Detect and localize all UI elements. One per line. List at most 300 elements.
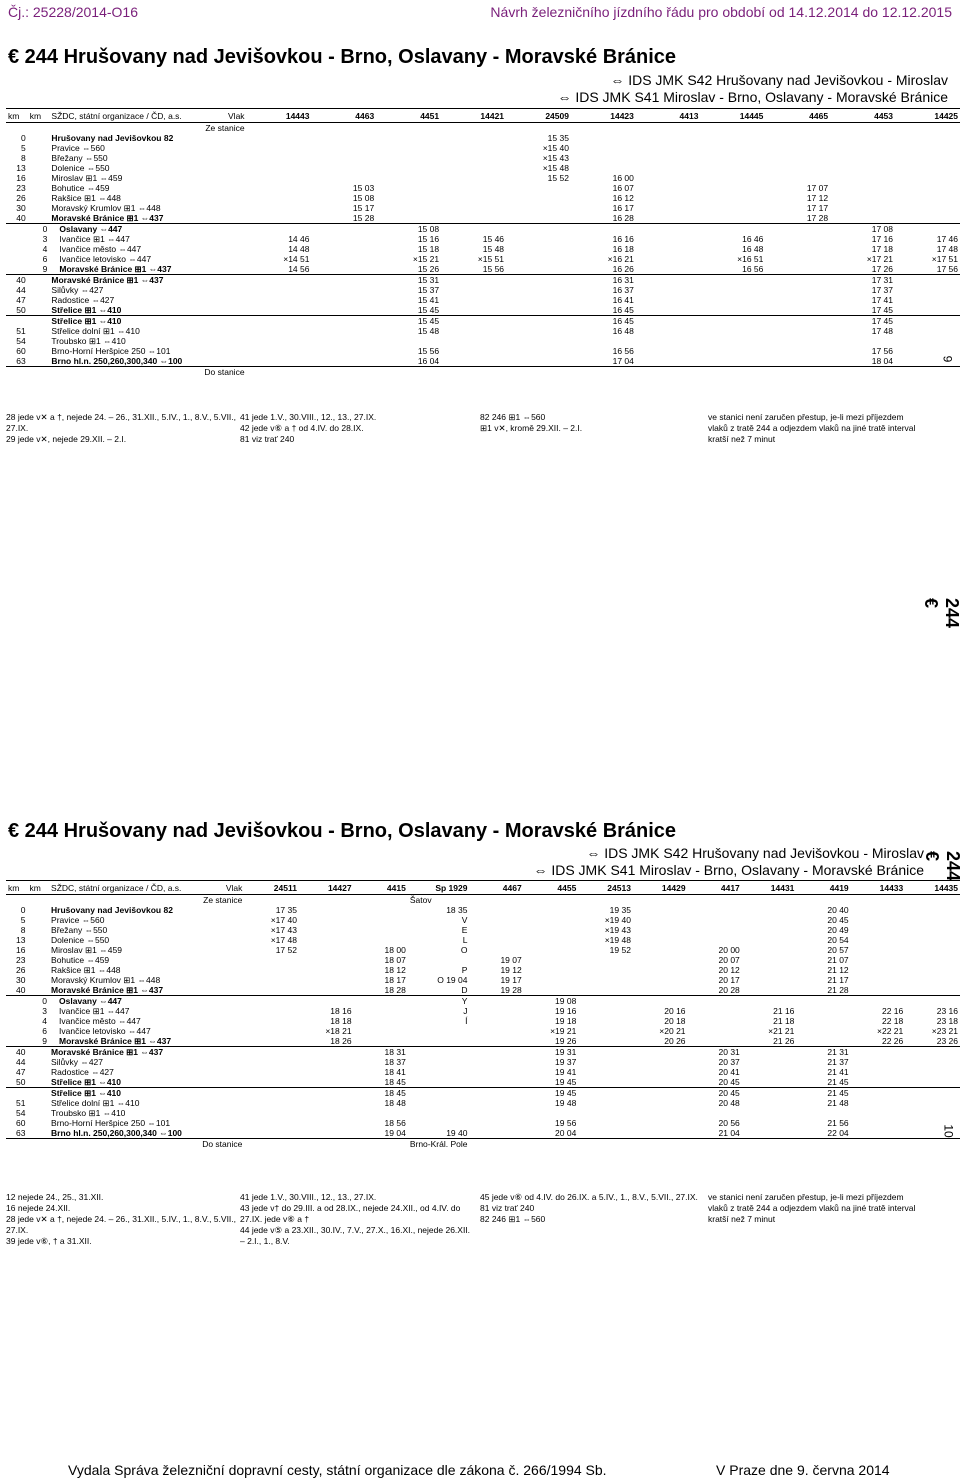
time-cell: 18 41 bbox=[384, 1067, 406, 1077]
station-row bbox=[6, 1036, 960, 1047]
train-number: 14443 bbox=[247, 109, 312, 123]
time-cell: 17 18 bbox=[871, 244, 894, 254]
time-cell: 18 16 bbox=[330, 1006, 352, 1016]
time-cell: 21 04 bbox=[718, 1128, 740, 1138]
note: ⊞1 v✕, kromě 29.XII. – 2.I. bbox=[480, 423, 583, 433]
time-cell bbox=[636, 264, 701, 275]
time-cell: 15 18 bbox=[417, 244, 440, 254]
cell bbox=[524, 895, 579, 906]
time-cell bbox=[441, 305, 506, 316]
time-cell bbox=[688, 1016, 742, 1026]
time-cell: J bbox=[463, 1006, 468, 1016]
time-cell: 17 48 bbox=[871, 326, 894, 336]
time-cell bbox=[636, 234, 701, 244]
train-number: 4467 bbox=[469, 881, 523, 895]
time-cell bbox=[905, 935, 960, 945]
time-cell: 19 35 bbox=[609, 905, 631, 915]
time-cell: 20 54 bbox=[827, 935, 849, 945]
time-cell: 15 28 bbox=[352, 213, 375, 223]
time-cell: 15 56 bbox=[417, 346, 440, 356]
time-cell bbox=[408, 1088, 470, 1099]
station-name: Rakšice ⊞1 ⇔448 bbox=[51, 965, 121, 975]
time-cell bbox=[765, 254, 830, 264]
time-cell bbox=[633, 1067, 688, 1077]
time-cell bbox=[851, 1098, 906, 1108]
time-cell: 20 45 bbox=[718, 1077, 740, 1087]
station-name: Brno-Horní Heršpice 250 ⇔101 bbox=[51, 1118, 171, 1128]
km-value bbox=[6, 996, 28, 1007]
cell bbox=[765, 123, 830, 134]
time-cell bbox=[895, 213, 960, 224]
time-cell: 19 45 bbox=[555, 1088, 577, 1098]
time-cell bbox=[895, 346, 960, 356]
time-cell bbox=[895, 275, 960, 286]
time-cell bbox=[633, 1108, 688, 1118]
time-cell bbox=[408, 1026, 470, 1036]
time-cell bbox=[830, 203, 895, 213]
train-number: 24509 bbox=[506, 109, 571, 123]
km-value bbox=[28, 285, 50, 295]
time-cell: ×19 40 bbox=[604, 915, 631, 925]
cell bbox=[441, 123, 506, 134]
time-cell bbox=[244, 1118, 299, 1128]
station-row bbox=[6, 336, 960, 346]
time-cell: ×19 43 bbox=[604, 925, 631, 935]
time-cell: 19 31 bbox=[555, 1047, 577, 1057]
time-cell: 16 41 bbox=[612, 295, 634, 305]
time-cell bbox=[700, 316, 765, 327]
time-cell: 15 08 bbox=[417, 224, 440, 234]
time-cell bbox=[742, 1047, 797, 1058]
station-name: Brno hl.n. 250,260,300,340 ⇔100 bbox=[51, 1128, 182, 1138]
time-cell: 15 35 bbox=[547, 133, 569, 143]
time-cell bbox=[506, 254, 571, 264]
time-cell bbox=[895, 203, 960, 213]
time-cell bbox=[311, 264, 376, 275]
station-name: Oslavany ⇔447 bbox=[59, 996, 122, 1006]
station-row bbox=[6, 1026, 960, 1036]
time-cell: 15 48 bbox=[482, 244, 505, 254]
cell bbox=[688, 1139, 742, 1150]
ids-s41: ⇔ IDS JMK S41 Miroslav - Brno, Oslavany - Moravské Bránice bbox=[533, 862, 924, 878]
time-cell: 23 16 bbox=[936, 1006, 958, 1016]
time-cell bbox=[765, 143, 830, 153]
station-name: Střelice dolní ⊞1 ⇔410 bbox=[51, 326, 140, 336]
station-row bbox=[6, 955, 960, 965]
time-cell bbox=[895, 173, 960, 183]
time-cell bbox=[688, 915, 742, 925]
time-cell bbox=[578, 1128, 633, 1139]
do-stanice-row bbox=[6, 1139, 960, 1150]
cell bbox=[851, 1139, 906, 1150]
station-name: Moravské Bránice ⊞1 ⇔437 bbox=[59, 264, 172, 274]
time-cell bbox=[633, 975, 688, 985]
km-value bbox=[28, 1057, 50, 1067]
spacer bbox=[6, 1139, 28, 1150]
time-cell bbox=[578, 996, 633, 1007]
spacer bbox=[28, 123, 50, 134]
time-cell: ×19 21 bbox=[550, 1026, 577, 1036]
time-cell bbox=[700, 305, 765, 316]
time-cell bbox=[765, 305, 830, 316]
time-cell: 17 52 bbox=[275, 945, 297, 955]
time-cell bbox=[506, 295, 571, 305]
time-cell: 14 46 bbox=[288, 234, 310, 244]
time-cell bbox=[765, 153, 830, 163]
time-cell bbox=[636, 305, 701, 316]
time-cell: D bbox=[461, 985, 468, 995]
time-cell bbox=[905, 1108, 960, 1118]
station-name: Moravský Krumlov ⊞1 ⇔448 bbox=[51, 203, 161, 213]
km-value bbox=[28, 975, 50, 985]
time-cell bbox=[571, 163, 636, 173]
km-value: 3 bbox=[42, 234, 48, 244]
time-cell: ×15 48 bbox=[542, 163, 569, 173]
time-cell bbox=[299, 1047, 354, 1058]
km-value bbox=[28, 1077, 50, 1088]
time-cell bbox=[578, 975, 633, 985]
time-cell bbox=[578, 965, 633, 975]
time-cell bbox=[636, 183, 701, 193]
time-cell bbox=[506, 213, 571, 224]
km-value: 6 bbox=[42, 1026, 48, 1036]
km-value: 50 bbox=[16, 305, 26, 315]
time-cell bbox=[700, 336, 765, 346]
train-number: 4455 bbox=[524, 881, 579, 895]
spacer bbox=[6, 367, 28, 378]
time-cell bbox=[469, 1026, 523, 1036]
time-cell: 17 28 bbox=[806, 213, 829, 223]
time-cell: 19 07 bbox=[500, 955, 522, 965]
km-value: 30 bbox=[16, 203, 26, 213]
time-cell bbox=[354, 996, 408, 1007]
km-value bbox=[6, 1006, 28, 1016]
km-value bbox=[28, 275, 50, 286]
cell bbox=[742, 895, 797, 906]
time-cell bbox=[578, 1088, 633, 1099]
cell bbox=[700, 123, 765, 134]
time-cell bbox=[506, 275, 571, 286]
time-cell: O bbox=[460, 945, 468, 955]
time-cell: 19 08 bbox=[555, 996, 577, 1006]
time-cell bbox=[469, 1006, 523, 1016]
time-cell: L bbox=[462, 935, 468, 945]
time-cell bbox=[469, 1067, 523, 1077]
time-cell: 20 31 bbox=[718, 1047, 740, 1057]
km-value: 26 bbox=[16, 965, 26, 975]
time-cell: 19 52 bbox=[609, 945, 631, 955]
time-cell bbox=[700, 285, 765, 295]
time-cell bbox=[299, 1057, 354, 1067]
station-name: Moravské Bránice ⊞1 ⇔437 bbox=[51, 985, 164, 995]
cell bbox=[578, 895, 633, 906]
time-cell bbox=[441, 203, 506, 213]
station-row bbox=[6, 996, 960, 1007]
time-cell: 15 16 bbox=[417, 234, 440, 244]
km-value bbox=[6, 224, 28, 235]
station-name: Silůvky ⇔427 bbox=[51, 1057, 103, 1067]
time-cell bbox=[469, 915, 523, 925]
time-cell: ×17 21 bbox=[866, 254, 894, 264]
time-cell bbox=[905, 915, 960, 925]
km-value bbox=[28, 203, 50, 213]
time-cell: 15 45 bbox=[417, 305, 440, 315]
time-cell bbox=[408, 1047, 470, 1058]
time-cell: 18 26 bbox=[330, 1036, 352, 1046]
time-cell: E bbox=[461, 925, 468, 935]
km-value: 23 bbox=[16, 183, 26, 193]
time-cell: 20 18 bbox=[664, 1016, 686, 1026]
station-row bbox=[6, 163, 960, 173]
time-cell bbox=[636, 254, 701, 264]
time-cell bbox=[441, 356, 506, 367]
time-cell bbox=[299, 1067, 354, 1077]
time-cell bbox=[700, 163, 765, 173]
side-line-label-2: 244 € bbox=[922, 851, 963, 882]
time-cell bbox=[311, 133, 376, 143]
time-cell bbox=[299, 965, 354, 975]
time-cell bbox=[742, 935, 797, 945]
time-cell bbox=[905, 1077, 960, 1088]
time-cell: 21 31 bbox=[827, 1047, 849, 1057]
time-cell bbox=[765, 326, 830, 336]
cell bbox=[688, 895, 742, 906]
footer-publisher: Vydala Správa železniční dopravní cesty, státní organizace dle zákona č. 266/1994 Sb. bbox=[68, 1462, 607, 1478]
time-cell: 17 41 bbox=[871, 295, 894, 305]
time-cell bbox=[700, 275, 765, 286]
cell bbox=[354, 895, 408, 906]
time-cell bbox=[633, 925, 688, 935]
time-cell bbox=[506, 326, 571, 336]
time-cell: 17 37 bbox=[871, 285, 894, 295]
time-cell bbox=[244, 1036, 299, 1047]
station-name: Střelice ⊞1 ⇔410 bbox=[51, 316, 122, 326]
time-cell bbox=[311, 234, 376, 244]
time-cell bbox=[636, 285, 701, 295]
train-number: 4465 bbox=[765, 109, 830, 123]
time-cell bbox=[244, 1026, 299, 1036]
station-name: Silůvky ⇔427 bbox=[51, 285, 104, 295]
time-cell bbox=[244, 975, 299, 985]
km-value bbox=[28, 163, 50, 173]
time-cell bbox=[299, 945, 354, 955]
station-name: Radostice ⇔427 bbox=[51, 295, 115, 305]
time-cell bbox=[524, 935, 579, 945]
time-cell bbox=[469, 1016, 523, 1026]
time-cell bbox=[408, 1067, 470, 1077]
time-cell bbox=[700, 133, 765, 143]
km-value: 40 bbox=[16, 213, 26, 223]
km-value: 40 bbox=[16, 275, 26, 285]
time-cell: 20 45 bbox=[827, 915, 849, 925]
time-cell bbox=[469, 925, 523, 935]
station-name: Brno hl.n. 250,260,300,340 ⇔100 bbox=[51, 356, 183, 366]
time-cell bbox=[524, 985, 579, 996]
station-row bbox=[6, 183, 960, 193]
time-cell bbox=[633, 1077, 688, 1088]
time-cell bbox=[765, 224, 830, 235]
km-value bbox=[28, 955, 50, 965]
time-cell bbox=[905, 996, 960, 1007]
time-cell bbox=[247, 203, 312, 213]
time-cell bbox=[311, 275, 376, 286]
train-number: 4453 bbox=[830, 109, 895, 123]
km-value bbox=[28, 925, 50, 935]
time-cell bbox=[441, 295, 506, 305]
note: 12 nejede 24., 25., 31.XII. bbox=[6, 1192, 104, 1202]
time-cell bbox=[578, 1067, 633, 1077]
station-name: Ivančice ⊞1 ⇔447 bbox=[59, 234, 130, 244]
time-cell bbox=[742, 975, 797, 985]
header-row bbox=[6, 881, 960, 895]
time-cell bbox=[895, 133, 960, 143]
notes-col1-s1 bbox=[6, 412, 236, 445]
time-cell bbox=[311, 305, 376, 316]
km-header: km bbox=[6, 881, 28, 895]
cell bbox=[700, 367, 765, 378]
time-cell bbox=[247, 305, 312, 316]
station-row bbox=[6, 945, 960, 955]
time-cell bbox=[851, 985, 906, 996]
time-cell: 22 04 bbox=[827, 1128, 849, 1138]
cell bbox=[633, 895, 688, 906]
time-cell bbox=[247, 193, 312, 203]
time-cell bbox=[851, 996, 906, 1007]
time-cell bbox=[688, 996, 742, 1007]
time-cell bbox=[524, 965, 579, 975]
time-cell bbox=[247, 346, 312, 356]
time-cell bbox=[851, 955, 906, 965]
time-cell: 18 37 bbox=[384, 1057, 406, 1067]
time-cell bbox=[578, 1026, 633, 1036]
station-name: Ivančice ⊞1 ⇔447 bbox=[59, 1006, 130, 1016]
time-cell bbox=[376, 183, 441, 193]
cell bbox=[354, 1139, 408, 1150]
station-name: Rakšice ⊞1 ⇔448 bbox=[51, 193, 121, 203]
time-cell bbox=[244, 1088, 299, 1099]
time-cell bbox=[469, 945, 523, 955]
station-row bbox=[6, 985, 960, 996]
km-value: 5 bbox=[20, 915, 26, 925]
ze-stanice-row bbox=[6, 123, 960, 134]
time-cell bbox=[765, 133, 830, 143]
time-cell bbox=[441, 183, 506, 193]
time-cell: 19 48 bbox=[555, 1098, 577, 1108]
time-cell: 21 45 bbox=[827, 1077, 849, 1087]
km-value bbox=[28, 336, 50, 346]
time-cell bbox=[905, 1098, 960, 1108]
time-cell bbox=[700, 193, 765, 203]
time-cell: 16 17 bbox=[612, 203, 634, 213]
km-value bbox=[28, 133, 50, 143]
time-cell bbox=[895, 305, 960, 316]
time-cell: 19 18 bbox=[555, 1016, 577, 1026]
km-value bbox=[28, 153, 50, 163]
time-cell bbox=[469, 935, 523, 945]
station-name: Břežany ⇔550 bbox=[51, 153, 108, 163]
station-name: Pravice ⇔560 bbox=[51, 143, 105, 153]
time-cell bbox=[441, 173, 506, 183]
time-cell: 18 12 bbox=[384, 965, 406, 975]
time-cell: 21 18 bbox=[773, 1016, 795, 1026]
time-cell: 17 08 bbox=[871, 224, 894, 234]
station-name: Střelice ⊞1 ⇔410 bbox=[51, 305, 122, 315]
time-cell: 21 28 bbox=[827, 985, 849, 995]
station-row bbox=[6, 1108, 960, 1118]
time-cell bbox=[796, 996, 850, 1007]
time-cell bbox=[506, 193, 571, 203]
cell bbox=[506, 123, 571, 134]
station-row bbox=[6, 224, 960, 235]
time-cell: 21 41 bbox=[827, 1067, 849, 1077]
note: 45 jede v⑥ od 4.IV. do 26.IX. a 5.IV., 1., 8.V., 5.VII., 27.IX. bbox=[480, 1192, 698, 1202]
cell bbox=[796, 1139, 850, 1150]
time-cell bbox=[506, 244, 571, 254]
time-cell bbox=[851, 1047, 906, 1058]
time-cell: 17 45 bbox=[871, 316, 894, 326]
km-value bbox=[28, 193, 50, 203]
time-cell bbox=[311, 295, 376, 305]
cell bbox=[311, 367, 376, 378]
time-cell bbox=[524, 945, 579, 955]
time-cell bbox=[299, 1128, 354, 1139]
time-cell bbox=[688, 905, 742, 915]
time-cell bbox=[299, 975, 354, 985]
time-cell: 21 17 bbox=[827, 975, 849, 985]
km-value: 16 bbox=[16, 173, 26, 183]
km-value bbox=[6, 1026, 28, 1036]
station-name: Střelice ⊞1 ⇔410 bbox=[51, 1088, 121, 1098]
km-value: 51 bbox=[16, 1098, 26, 1108]
time-cell bbox=[905, 975, 960, 985]
time-cell bbox=[247, 336, 312, 346]
station-name: Střelice ⊞1 ⇔410 bbox=[51, 1077, 121, 1087]
time-cell: 16 45 bbox=[612, 305, 634, 315]
train-number: 24513 bbox=[578, 881, 633, 895]
station-row bbox=[6, 203, 960, 213]
time-cell bbox=[247, 163, 312, 173]
time-cell bbox=[700, 183, 765, 193]
time-cell bbox=[765, 173, 830, 183]
time-cell bbox=[354, 925, 408, 935]
time-cell: 15 56 bbox=[482, 264, 505, 274]
cell bbox=[469, 1139, 523, 1150]
cell: Šatov bbox=[409, 895, 432, 905]
time-cell: ×18 21 bbox=[325, 1026, 352, 1036]
time-cell bbox=[633, 1128, 688, 1139]
km-value: 4 bbox=[42, 244, 48, 254]
time-cell bbox=[376, 203, 441, 213]
time-cell bbox=[830, 163, 895, 173]
time-cell bbox=[311, 173, 376, 183]
station-name: Střelice dolní ⊞1 ⇔410 bbox=[51, 1098, 140, 1108]
time-cell bbox=[633, 935, 688, 945]
time-cell bbox=[636, 295, 701, 305]
time-cell: 17 07 bbox=[806, 183, 829, 193]
time-cell bbox=[688, 1026, 742, 1036]
km-value bbox=[28, 326, 50, 336]
time-cell: 16 45 bbox=[612, 316, 634, 326]
time-cell bbox=[636, 244, 701, 254]
time-cell: 15 46 bbox=[482, 234, 505, 244]
time-cell bbox=[688, 935, 742, 945]
station-row bbox=[6, 153, 960, 163]
time-cell bbox=[633, 945, 688, 955]
time-cell: 21 12 bbox=[827, 965, 849, 975]
time-cell: 18 04 bbox=[871, 356, 894, 366]
time-cell bbox=[851, 1108, 906, 1118]
vlak-label: Vlak bbox=[228, 110, 245, 121]
